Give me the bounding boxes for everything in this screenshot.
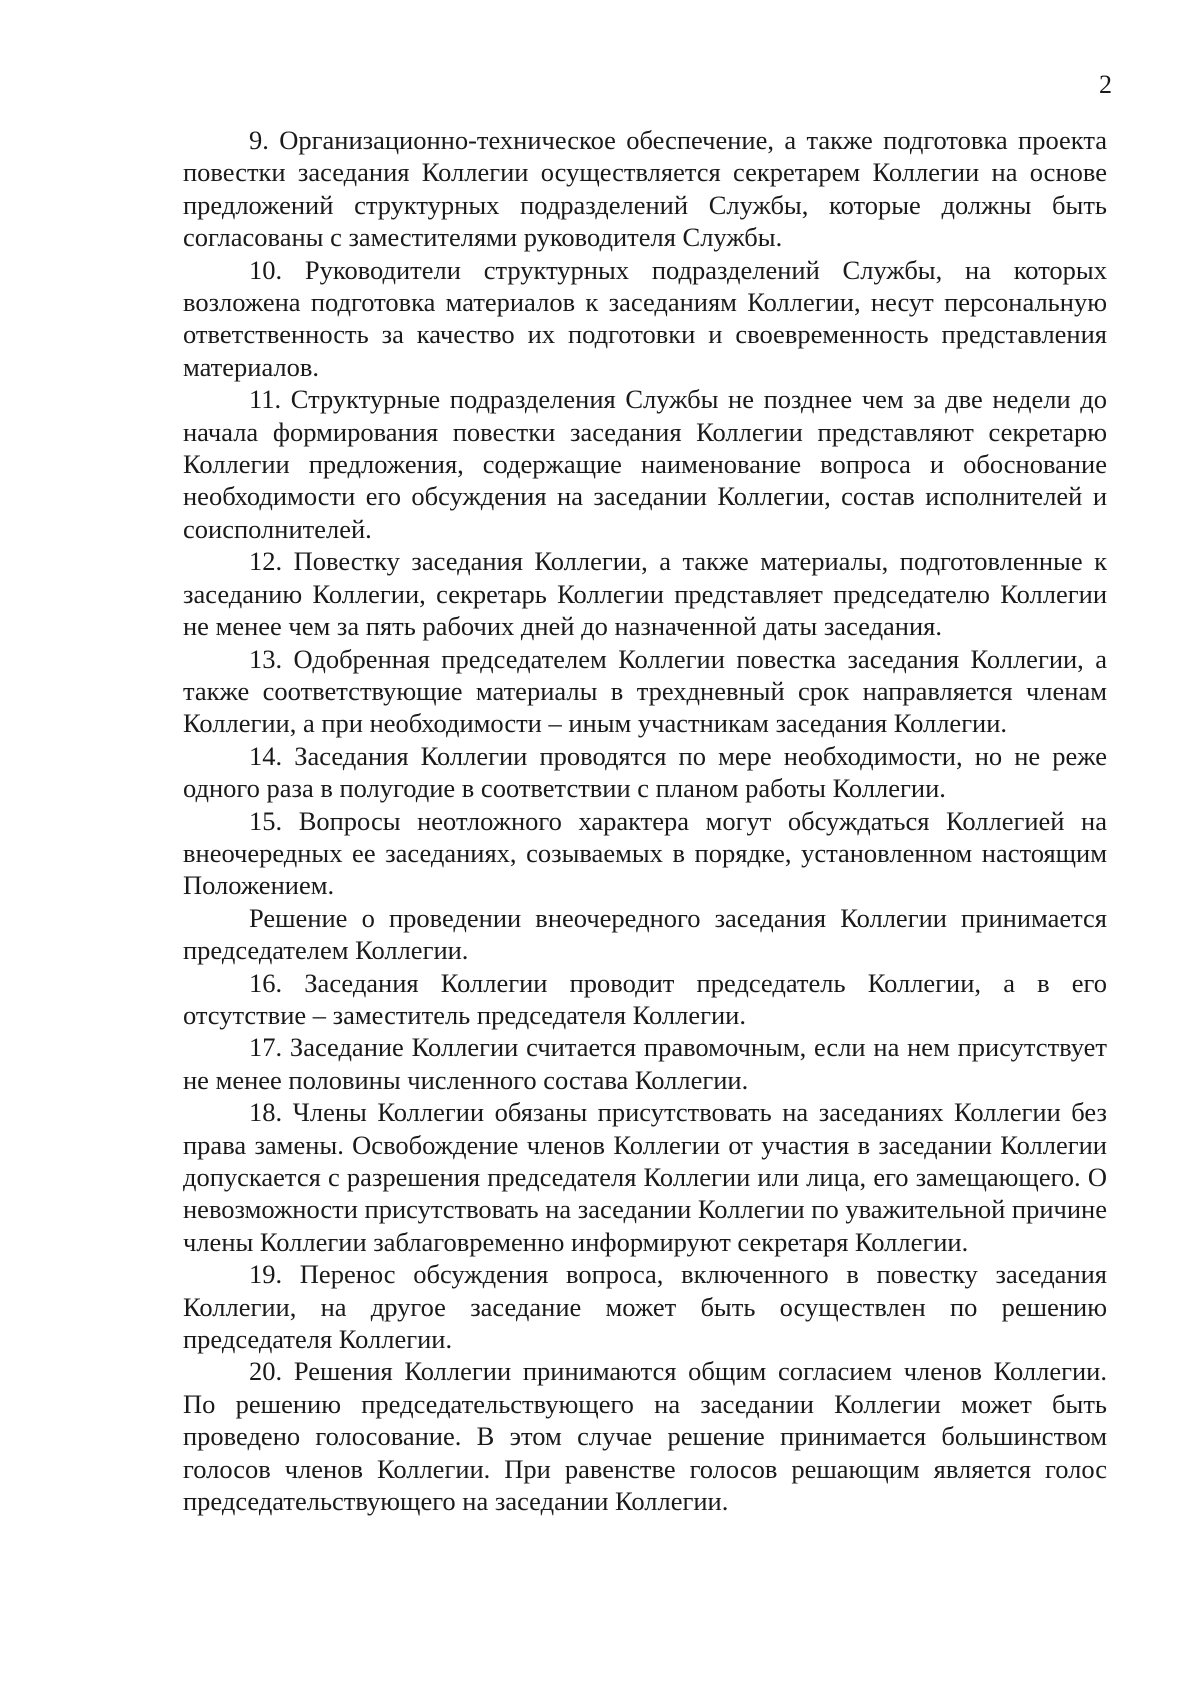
paragraph-item-10: 10. Руководители структурных подразделений Службы, на которых возложена подготовка материалов к заседаниям Коллегии, несут персональную ответственность за качество их подготовки и своевременность представления материалов. bbox=[183, 254, 1107, 382]
paragraph-item-20: 20. Решения Коллегии принимаются общим согласием членов Коллегии. По решению председательствующего на заседании Коллегии может быть проведено голосование. В этом случае решение принимается большинством голосов членов Коллегии. При равенстве голосов решающим является голос председательствующего на заседании Коллегии. bbox=[183, 1356, 1107, 1517]
paragraph-extraordinary-session: Решение о проведении внеочередного заседания Коллегии принимается председателем Коллегии. bbox=[183, 902, 1107, 966]
paragraph-item-19: 19. Перенос обсуждения вопроса, включенного в повестку заседания Коллегии, на другое заседание может быть осуществлен по решению председателя Коллегии. bbox=[183, 1259, 1107, 1355]
document-body bbox=[183, 124, 1107, 1517]
paragraph-item-13: 13. Одобренная председателем Коллегии повестка заседания Коллегии, а также соответствующие материалы в трехдневный срок направляется членам Коллегии, а при необходимости – иным участникам заседания Коллегии. bbox=[183, 643, 1107, 739]
paragraph-item-17: 17. Заседание Коллегии считается правомочным, если на нем присутствует не менее половины численного состава Коллегии. bbox=[183, 1032, 1107, 1095]
paragraph-item-18: 18. Члены Коллегии обязаны присутствовать на заседаниях Коллегии без права замены. Освобождение членов Коллегии от участия в заседании Коллегии допускается с разрешения председателя Коллегии или лица, его замещающего. О невозможности присутствовать на заседании Коллегии по уважительной причине члены Коллегии заблаговременно информируют секретаря Коллегии. bbox=[183, 1097, 1107, 1257]
paragraph-item-11: 11. Структурные подразделения Службы не позднее чем за две недели до начала формирования повестки заседания Коллегии представляют секретарю Коллегии предложения, содержащие наименование вопроса и обоснование необходимости его обсуждения на заседании Коллегии, состав исполнителей и соисполнителей. bbox=[183, 384, 1107, 544]
page-number: 2 bbox=[1099, 70, 1112, 99]
paragraph-item-9: 9. Организационно-техническое обеспечение, а также подготовка проекта повестки заседания Коллегии осуществляется секретарем Коллегии на основе предложений структурных подразделений Службы, которые должны быть согласованы с заместителями руководителя Службы. bbox=[183, 125, 1107, 253]
paragraph-item-14: 14. Заседания Коллегии проводятся по мере необходимости, но не реже одного раза в полугодие в соответствии с планом работы Коллегии. bbox=[183, 740, 1107, 804]
paragraph-item-16: 16. Заседания Коллегии проводит председатель Коллегии, а в его отсутствие – заместитель председателя Коллегии. bbox=[183, 967, 1107, 1030]
paragraph-item-12: 12. Повестку заседания Коллегии, а также материалы, подготовленные к заседанию Коллегии, секретарь Коллегии представляет председателю Коллегии не менее чем за пять рабочих дней до назначенной даты заседания. bbox=[183, 546, 1107, 642]
paragraph-item-15: 15. Вопросы неотложного характера могут обсуждаться Коллегией на внеочередных ее заседаниях, созываемых в порядке, установленном настоящим Положением. bbox=[183, 805, 1107, 901]
